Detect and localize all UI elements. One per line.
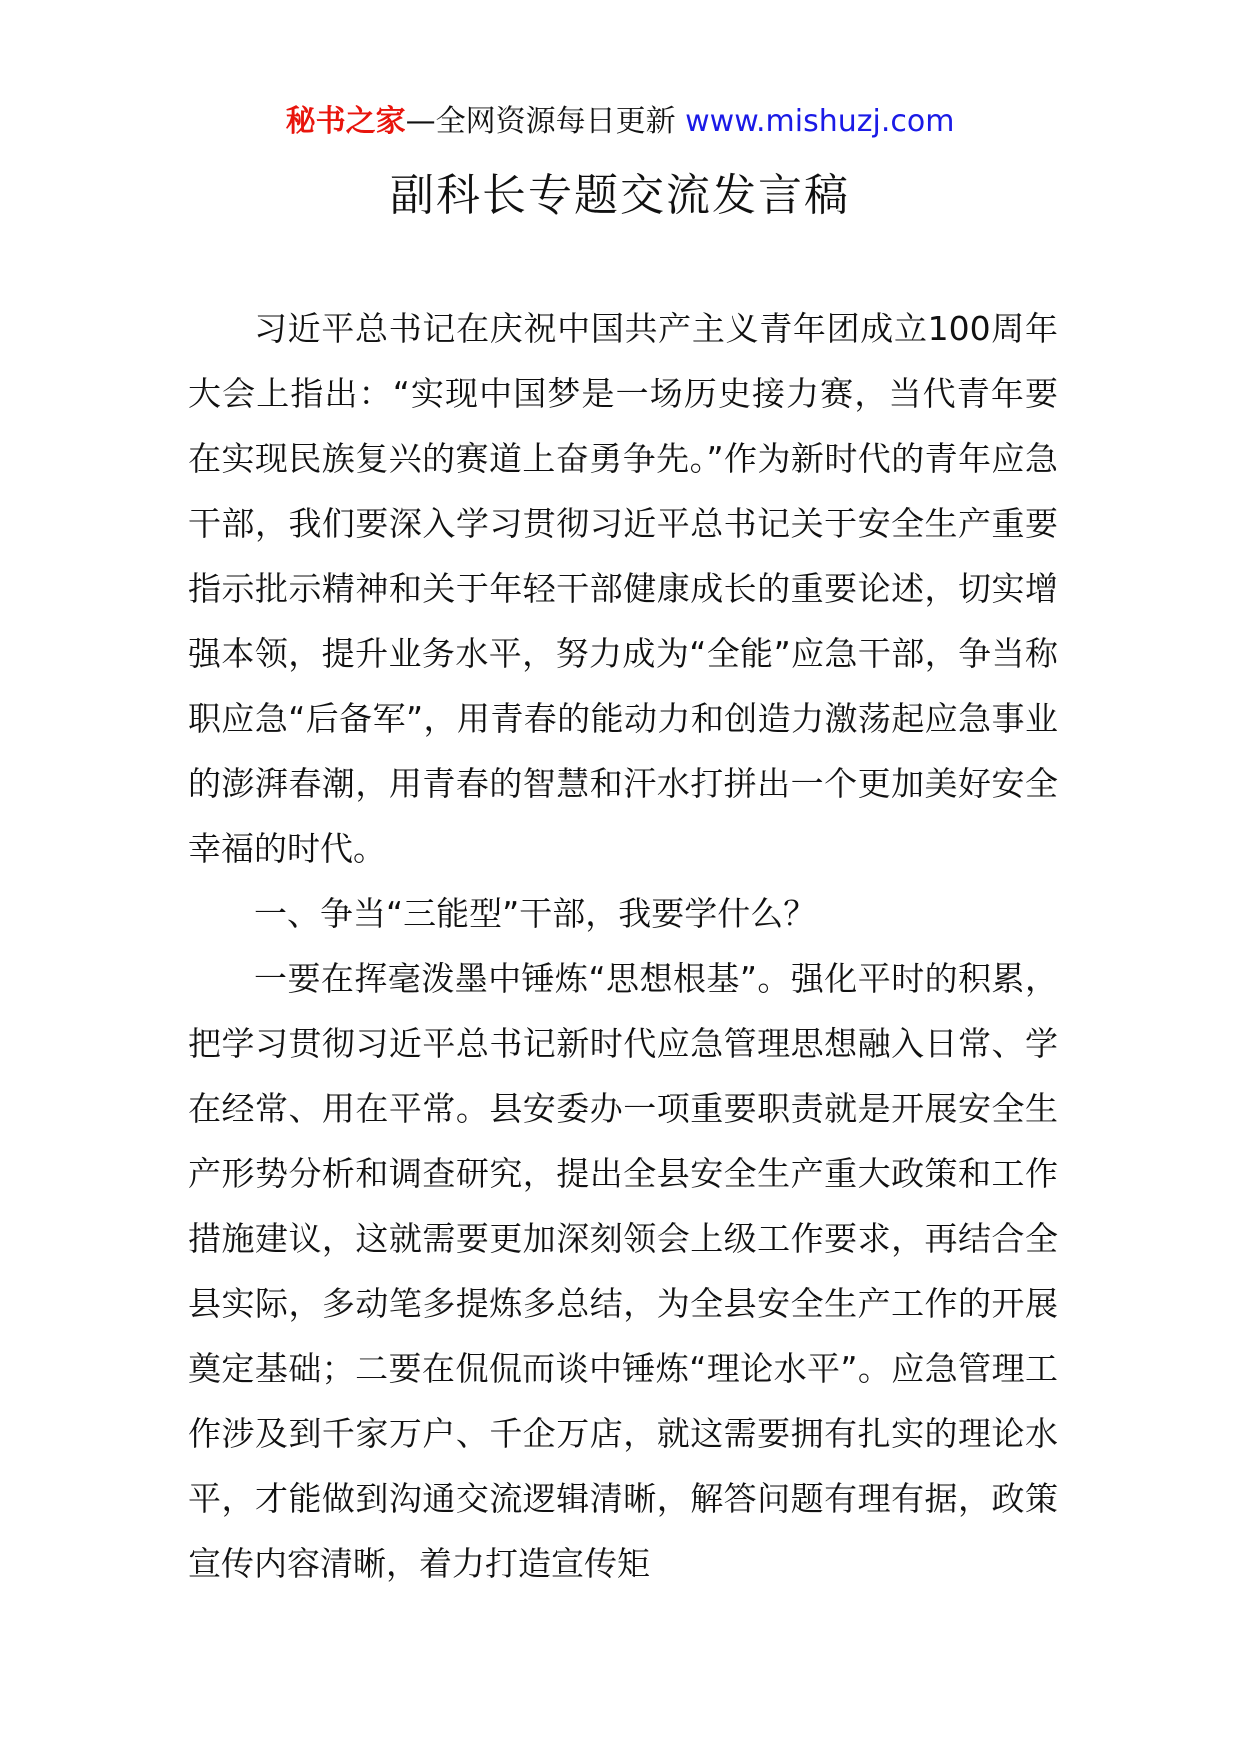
document-title: 副科长专题交流发言稿 bbox=[390, 170, 850, 221]
site-tagline: —全网资源每日更新 bbox=[405, 104, 686, 139]
site-header bbox=[0, 100, 1240, 144]
document-body bbox=[188, 296, 1058, 1596]
section-heading: 一、争当“三能型”干部，我要学什么？ bbox=[254, 894, 817, 933]
body-paragraph-section-1: 一要在挥毫泼墨中锤炼“思想根基”。强化平时的积累，把学习贯彻习近平总书记新时代应急管理思想融入日常、学在经常、用在平常。县安委办一项重要职责就是开展安全生产形势分析和调查研究，提出全县安全生产重大政策和工作措施建议，这就需要更加深刻领会上级工作要求，再结合全县实际，多动笔多提炼多总结，为全县安全生产工作的开展奠定基础；二要在侃侃而谈中锤炼“理论水平”。应急管理工作涉及到千家万户、千企万店，就这需要拥有扎实的理论水平，才能做到沟通交流逻辑清晰，解答问题有理有据，政策宣传内容清晰，着力打造宣传矩 bbox=[188, 959, 1058, 1583]
site-brand: 秘书之家 bbox=[285, 104, 406, 139]
body-paragraph-intro: 习近平总书记在庆祝中国共产主义青年团成立100周年大会上指出：“实现中国梦是一场历史接力赛，当代青年要在实现民族复兴的赛道上奋勇争先。”作为新时代的青年应急干部，我们要深入学习贯彻习近平总书记关于安全生产重要指示批示精神和关于年轻干部健康成长的重要论述，切实增强本领，提升业务水平，努力成为“全能”应急干部，争当称职应急“后备军”，用青春的能动力和创造力激荡起应急事业的澎湃春潮，用青春的智慧和汗水打拼出一个更加美好安全幸福的时代。 bbox=[188, 309, 1058, 868]
site-url-link[interactable]: www.mishuzj.com bbox=[685, 104, 955, 139]
